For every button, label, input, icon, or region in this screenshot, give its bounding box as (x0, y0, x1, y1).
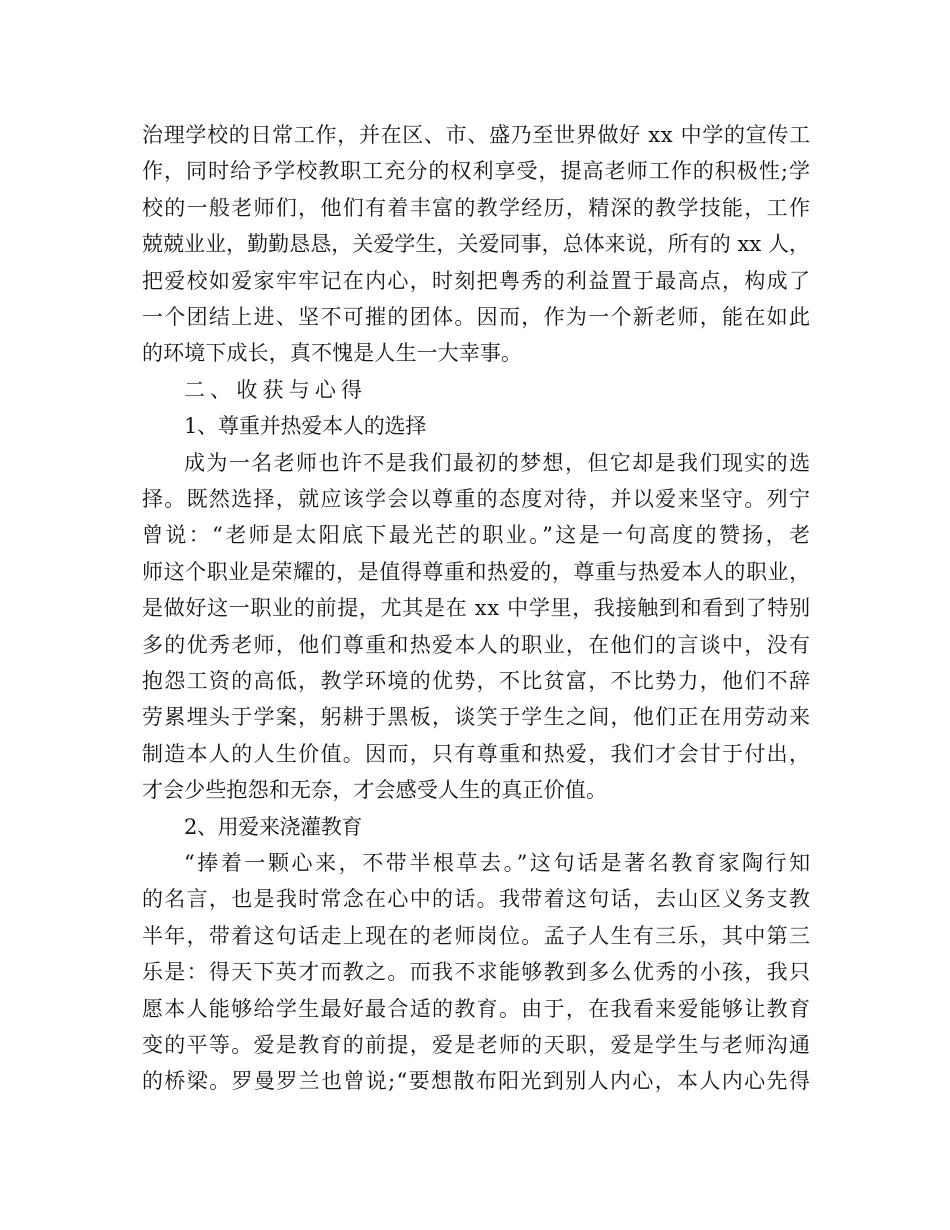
paragraph-line: 1、尊重并热爱本人的选择 (184, 414, 427, 438)
paragraph-line: 的名言，也是我时常念在心中的话。我带着这句话，去山区义务支教 (142, 887, 812, 911)
paragraph-line: 才会少些抱怨和无奈，才会感受人生的真正价值。 (142, 778, 608, 802)
paragraph-line: “捧着一颗心来，不带半根草去。”这句话是著名教育家陶行知 (184, 851, 813, 875)
paragraph-line: 是做好这一职业的前提，尤其是在 xx 中学里，我接触到和看到了特别 (142, 596, 811, 620)
paragraph-line: 校的一般老师们，他们有着丰富的教学经历，精深的教学技能，工作 (142, 196, 812, 220)
paragraph-line: 把爱校如爱家牢牢记在内心，时刻把粤秀的利益置于最高点，构成了 (142, 269, 812, 293)
paragraph-line: 二、收获与心得 (184, 378, 368, 402)
paragraph-line: 治理学校的日常工作，并在区、市、盛乃至世界做好 xx 中学的宣传工 (142, 123, 811, 147)
paragraph-line: 的桥梁。罗曼罗兰也曾说;“要想散布阳光到别人内心，本人内心先得 (142, 1069, 812, 1093)
paragraph-line: 劳累埋头于学案，躬耕于黑板，谈笑于学生之间，他们正在用劳动来 (142, 705, 812, 729)
paragraph-line: 2、用爱来浇灌教育 (184, 815, 362, 839)
paragraph-line: 多的优秀老师，他们尊重和热爱本人的职业，在他们的言谈中，没有 (142, 633, 812, 657)
paragraph-line: 兢兢业业，勤勤恳恳，关爱学生，关爱同事，总体来说，所有的 xx 人， (142, 232, 811, 256)
paragraph-line: 一个团结上进、坚不可摧的团体。因而，作为一个新老师，能在如此 (142, 305, 812, 329)
paragraph-line: 成为一名老师也许不是我们最初的梦想，但它却是我们现实的选 (184, 451, 812, 475)
paragraph-line: 变的平等。爱是教育的前提，爱是老师的天职，爱是学生与老师沟通 (142, 1033, 812, 1057)
paragraph-line: 师这个职业是荣耀的，是值得尊重和热爱的，尊重与热爱本人的职业， (142, 560, 811, 584)
paragraph-line: 半年，带着这句话走上现在的老师岗位。孟子人生有三乐，其中第三 (142, 924, 812, 948)
paragraph-line: 曾说：“老师是太阳底下最光芒的职业。”这是一句高度的赞扬，老 (142, 523, 813, 547)
paragraph-line: 抱怨工资的高低，教学环境的优势，不比贫富，不比势力，他们不辞 (142, 669, 812, 693)
paragraph-line: 的环境下成长，真不愧是人生一大幸事。 (142, 341, 523, 365)
paragraph-line: 择。既然选择，就应该学会以尊重的态度对待，并以爱来坚守。列宁 (142, 487, 812, 511)
paragraph-line: 乐是：得天下英才而教之。而我不求能够教到多么优秀的小孩，我只 (142, 960, 812, 984)
paragraph-line: 作，同时给予学校教职工充分的权利享受，提高老师工作的积极性;学 (142, 159, 812, 183)
paragraph-line: 愿本人能够给学生最好最合适的教育。由于，在我看来爱能够让教育 (142, 997, 812, 1021)
paragraph-line: 制造本人的人生价值。因而，只有尊重和热爱，我们才会甘于付出， (142, 742, 812, 766)
